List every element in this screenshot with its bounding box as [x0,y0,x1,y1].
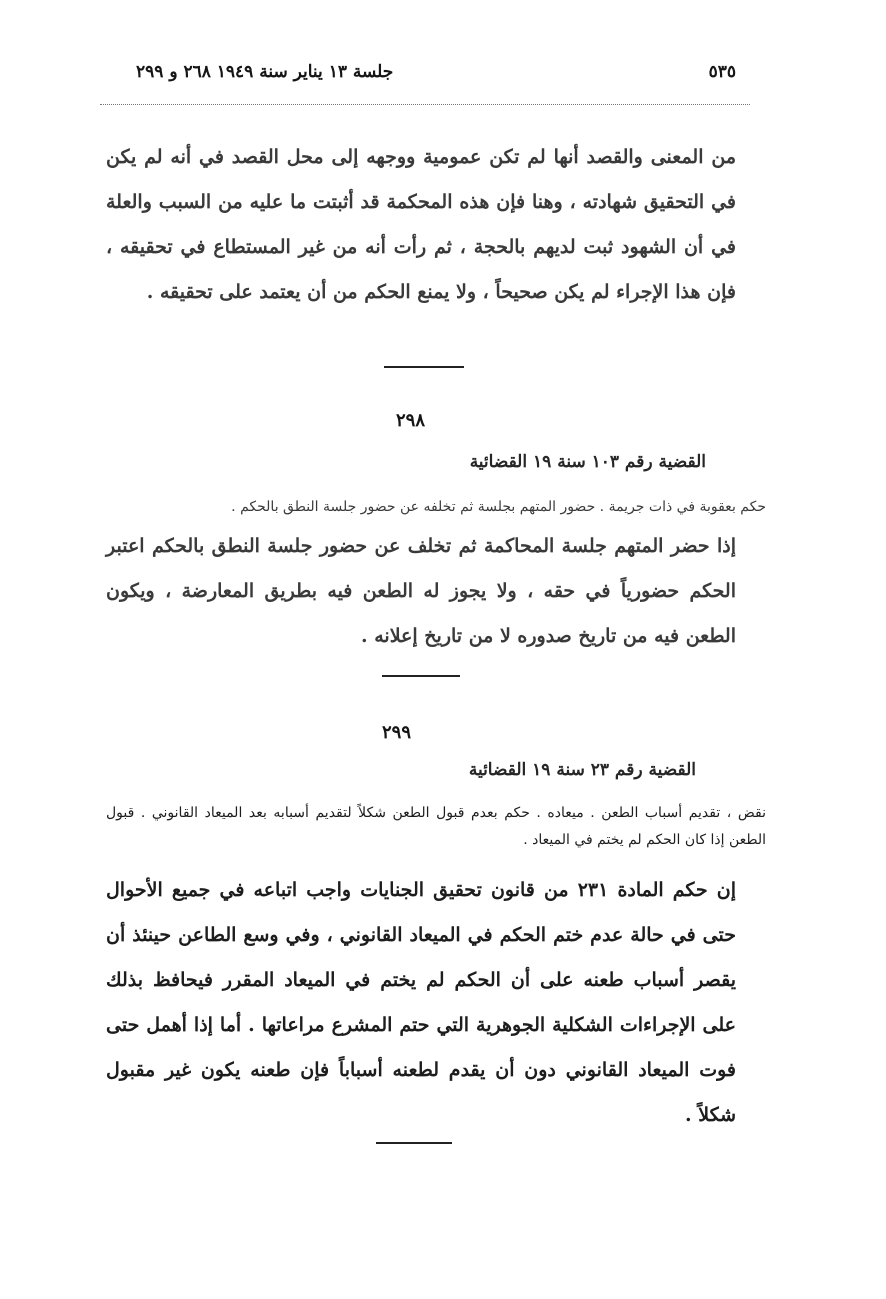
page-number: ٥٣٥ [708,62,736,82]
ruling-paragraph: إذا حضر المتهم جلسة المحاكمة ثم تخلف عن حضور جلسة النطق بالحكم اعتبر الحكم حضورياً في حقه ، ولا يجوز له الطعن فيه بطريق المعارضة ، ويكون الطعن فيه من تاريخ صدوره لا من تاريخ إعلانه . [106,535,736,647]
header-rule [100,104,750,105]
ruling-number: ٢٩٨ [396,410,426,431]
case-title: القضية رقم ١٠٣ سنة ١٩ القضائية [469,452,706,472]
running-title: جلسة ١٣ يناير سنة ١٩٤٩ ٢٦٨ و ٢٩٩ [136,62,394,82]
case-summary: حكم بعقوبة في ذات جريمة . حضور المتهم بجلسة ثم تخلفه عن حضور جلسة النطق بالحكم . [231,499,766,515]
ruling-paragraph: إن حكم المادة ٢٣١ من قانون تحقيق الجنايات واجب اتباعه في جميع الأحوال حتى في حالة عدم ختم الحكم في الميعاد القانوني ، وفي وسع الطاعن حينئذ أن يقصر أسباب طعنه على أن الحكم لم يختم في الميعاد المقرر فيحافظ بذلك على الإجراءات الشكلية الجوهرية التي حتم المشرع مراعاتها . أما إذا أهمل حتى فوت الميعاد القانوني دون أن يقدم لطعنه أسباباً فإن طعنه يكون غير مقبول شكلاً . [106,879,737,1126]
section-separator [376,1142,452,1144]
page-header [136,62,736,82]
continuation-paragraph: من المعنى والقصد أنها لم تكن عمومية ووجهه إلى محل القصد في أنه لم يكن في التحقيق شهادته ، وهنا فإن هذه المحكمة قد أثبتت ما عليه من السبب والعلة في أن الشهود ثبت لديهم بالحجة ، ثم رأت أنه من غير المستطاع في تحقيقه ، فإن هذا الإجراء لم يكن صحيحاً ، ولا يمنع الحكم من أن يعتمد على تحقيقه . [106,146,736,303]
ruling-number: ٢٩٩ [382,722,412,743]
case-summary: نقض ، تقديم أسباب الطعن . ميعاده . حكم بعدم قبول الطعن شكلاً لتقديم أسبابه بعد الميعاد القانوني . قبول الطعن إذا كان الحكم لم يختم في الميعاد . [106,805,766,848]
section-separator [382,675,460,677]
section-separator [384,366,464,368]
case-title: القضية رقم ٢٣ سنة ١٩ القضائية [468,760,696,780]
